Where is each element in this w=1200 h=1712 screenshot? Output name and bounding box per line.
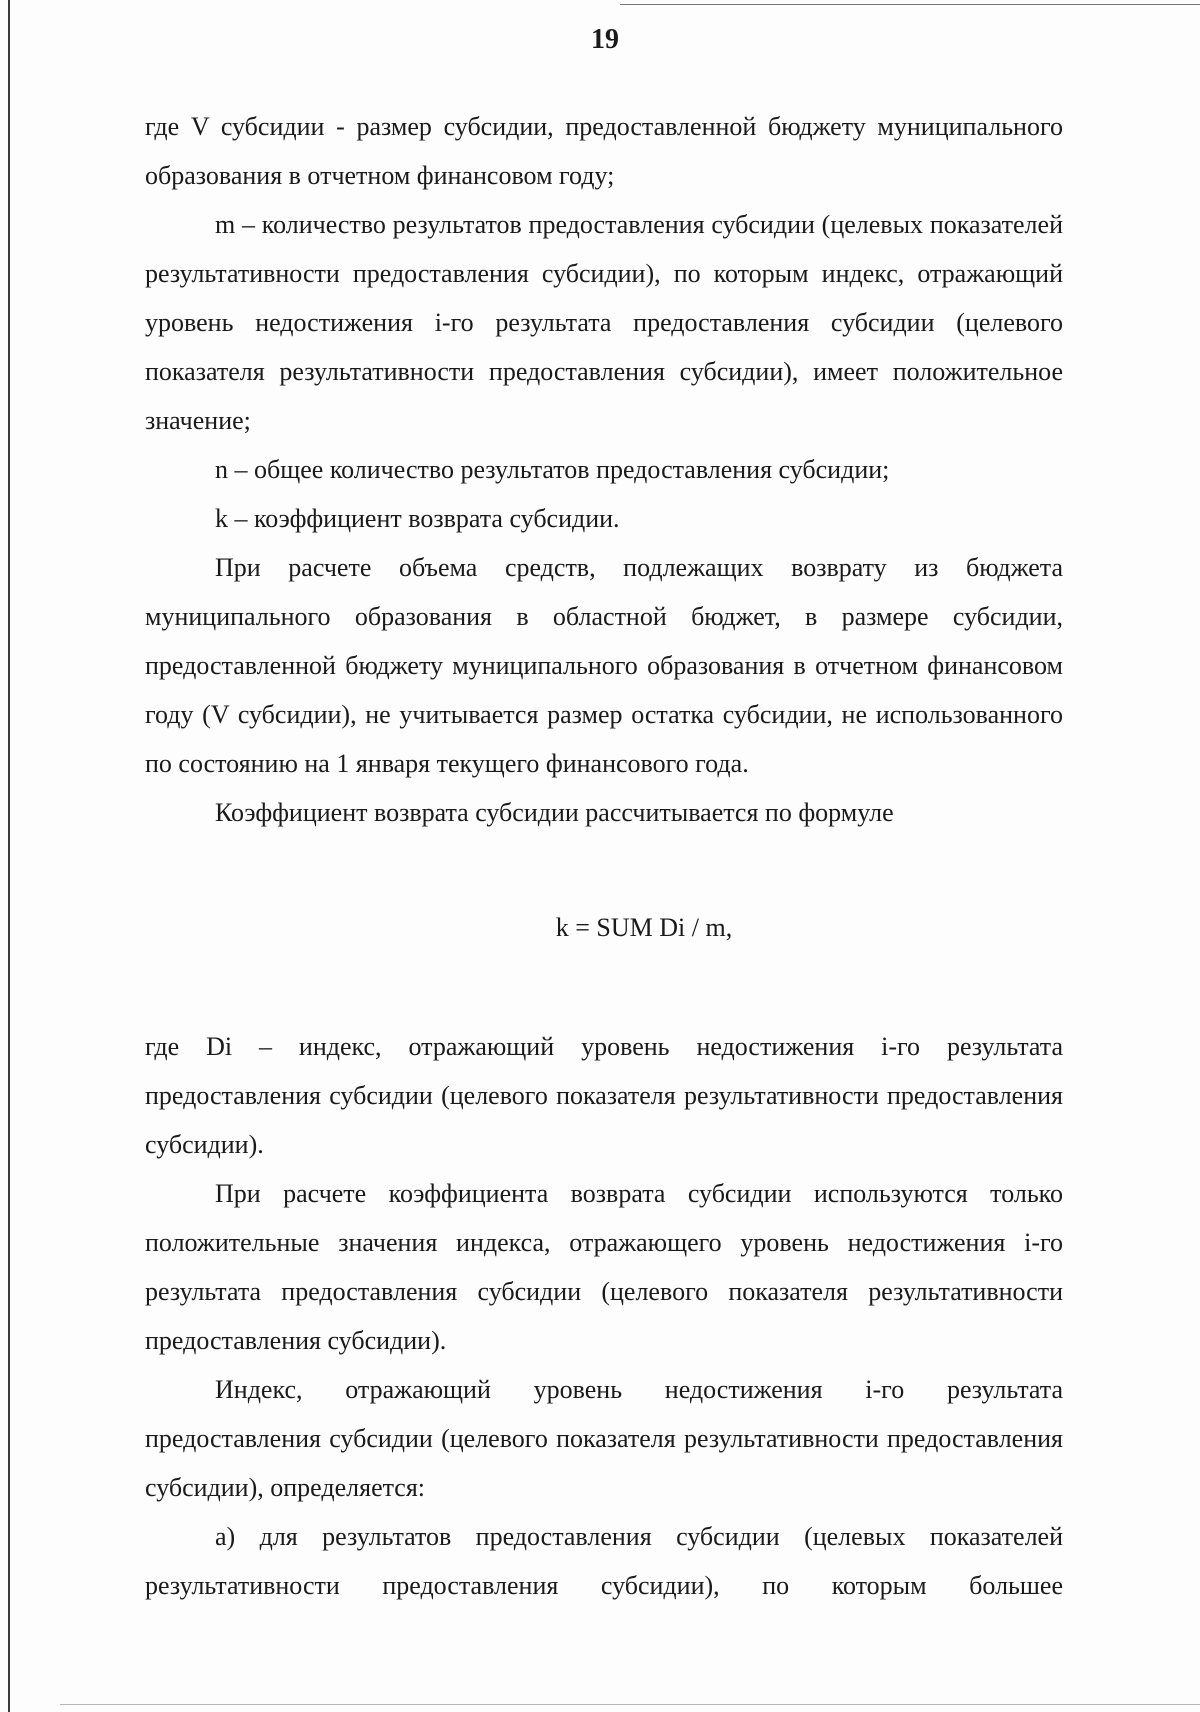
paragraph-n-definition: n – общее количество результатов предоставления субсидии; [215,455,890,484]
document-body [145,102,1063,1610]
paragraph-index-determined: Индекс, отражающий уровень недостижения i-го результата предоставления субсидии (целевого показателя результативности предоставления субсидии), определяется: [145,1375,1063,1502]
paragraph-return-calculation: При расчете объема средств, подлежащих возврату из бюджета муниципального образования в областной бюджет, в размере субсидии, предоставленной бюджету муниципального образования в отчетном финансовом году (V субсидии), не учитывается размер остатка субсидии, не использованного по состоянию на 1 января текущего финансового года. [145,553,1063,778]
formula: k = SUM Di / m, [555,913,733,942]
paragraph-v-definition: где V субсидии - размер субсидии, предоставленной бюджету муниципального образования в отчетном финансовом году; [145,112,1063,190]
paragraph-positive-values: При расчете коэффициента возврата субсидии используются только положительные значения индекса, отражающего уровень недостижения i-го результата предоставления субсидии (целевого показателя результативности предоставления субсидии). [145,1179,1063,1355]
paragraph-k-definition: k – коэффициент возврата субсидии. [215,504,620,533]
scan-edge-left [8,0,10,1712]
paragraph-formula-intro: Коэффициент возврата субсидии рассчитывается по формуле [215,798,894,827]
page-number: 19 [591,24,619,55]
scan-edge-top [620,4,1200,5]
paragraph-m-definition: m – количество результатов предоставления субсидии (целевых показателей результативности предоставления субсидии), по которым индекс, отражающий уровень недостижения i-го результата предоставления субсидии (целевого показателя результативности предоставления субсидии), имеет положительное значение; [145,210,1063,435]
scan-edge-bottom [60,1704,1200,1705]
paragraph-item-a: а) для результатов предоставления субсидии (целевых показателей результативности предоставления субсидии), по которым большее [145,1522,1063,1600]
paragraph-di-definition: где Di – индекс, отражающий уровень недостижения i-го результата предоставления субсидии (целевого показателя результативности предоставления субсидии). [145,1032,1063,1159]
